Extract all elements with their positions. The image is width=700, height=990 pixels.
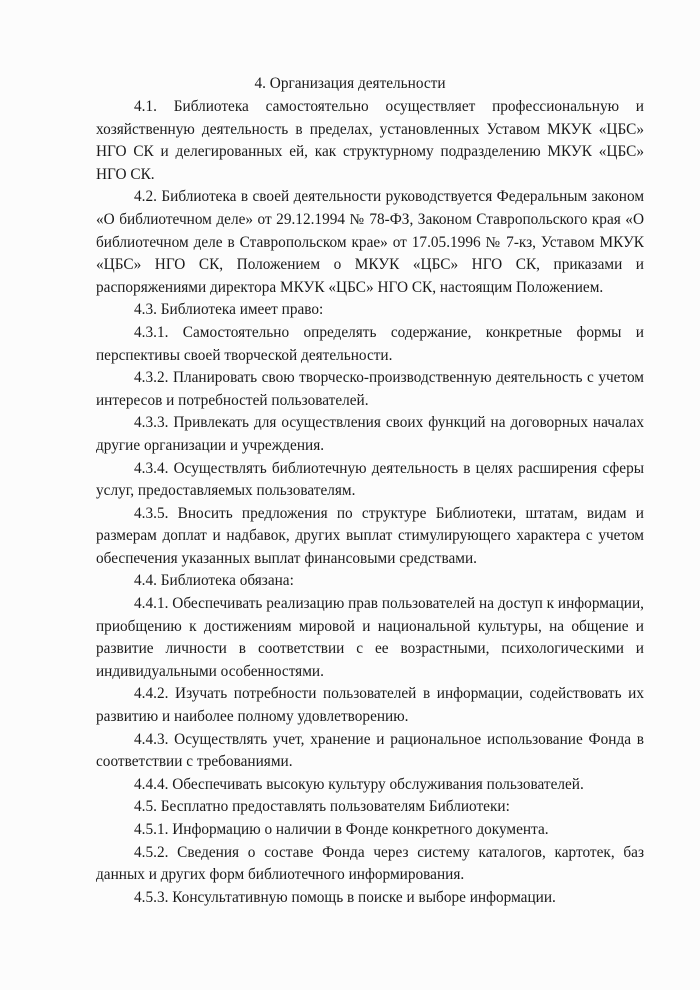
paragraph-4-5: 4.5. Бесплатно предоставлять пользователям Библиотеки: <box>134 798 510 816</box>
paragraph-4-2: 4.2. Библиотека в своей деятельности руководствуется Федеральным законом «О библиотечном деле» от 29.12.1994 № 78-ФЗ, Законом Ставропольского края «О библиотечном деле в Ставропольском крае» от 17.05.1996 № 7-кз, Уставом МКУК «ЦБС» НГО СК, Положением о МКУК «ЦБС» НГО СК, приказами и распоряжениями директора МКУК «ЦБС» НГО СК, настоящим Положением. <box>96 188 644 296</box>
paragraph-4-3-4: 4.3.4. Осуществлять библиотечную деятельность в целях расширения сферы услуг, предоставляемых пользователям. <box>96 459 644 500</box>
paragraph-4-4-1: 4.4.1. Обеспечивать реализацию прав пользователей на доступ к информации, приобщению к достижениям мировой и национальной культуры, на общение и развитие личности в соответствии с ее возрастными, психологическими и индивидуальными особенностями. <box>96 595 644 680</box>
paragraph-4-1: 4.1. Библиотека самостоятельно осуществляет профессиональную и хозяйственную деятельность в пределах, установленных Уставом МКУК «ЦБС» НГО СК и делегированных ей, как структурному подразделению МКУК «ЦБС» НГО СК. <box>96 98 644 183</box>
paragraph-4-4-3: 4.4.3. Осуществлять учет, хранение и рациональное использование Фонда в соответствии с требованиями. <box>96 730 644 771</box>
paragraph-4-5-2: 4.5.2. Сведения о составе Фонда через систему каталогов, картотек, баз данных и других форм библиотечного информирования. <box>96 843 644 884</box>
paragraph-4-3-2: 4.3.2. Планировать свою творческо-производственную деятельность с учетом интересов и потребностей пользователей. <box>96 369 644 409</box>
paragraph-4-4-4: 4.4.4. Обеспечивать высокую культуру обслуживания пользователей. <box>134 775 584 793</box>
paragraph-4-3-1: 4.3.1. Самостоятельно определять содержание, конкретные формы и перспективы своей творческой деятельности. <box>96 323 644 364</box>
section-heading: 4. Организация деятельности <box>254 75 446 92</box>
document-body <box>96 96 644 909</box>
paragraph-4-5-1: 4.5.1. Информацию о наличии в Фонде конкретного документа. <box>134 821 549 838</box>
paragraph-4-4: 4.4. Библиотека обязана: <box>134 572 294 590</box>
paragraph-4-3: 4.3. Библиотека имеет право: <box>134 301 324 319</box>
paragraph-4-3-3: 4.3.3. Привлекать для осуществления своих функций на договорных началах другие организации и учреждения. <box>96 414 644 454</box>
paragraph-4-5-3: 4.5.3. Консультативную помощь в поиске и выборе информации. <box>134 888 556 906</box>
paragraph-4-3-5: 4.3.5. Вносить предложения по структуре Библиотеки, штатам, видам и размерам доплат и надбавок, других выплат стимулирующего характера с учетом обеспечения указанных выплат финансовыми средствами. <box>96 504 644 567</box>
paragraph-4-4-2: 4.4.2. Изучать потребности пользователей в информации, содействовать их развитию и наиболее полному удовлетворению. <box>96 685 644 726</box>
